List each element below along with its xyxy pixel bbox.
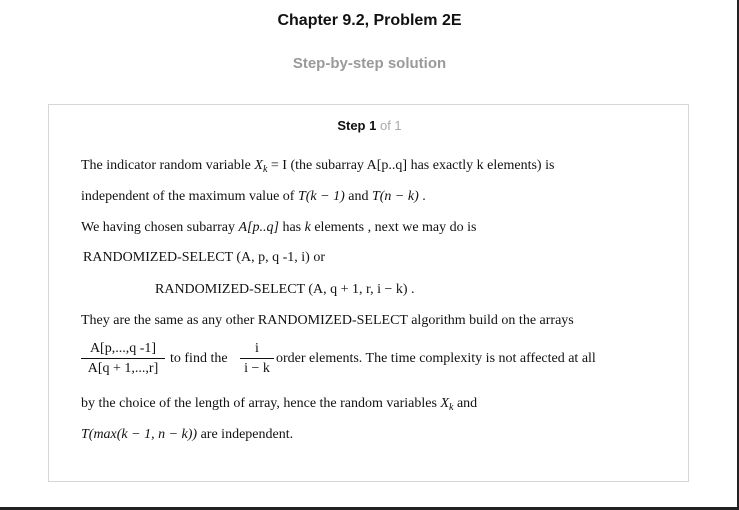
math-var: X — [254, 158, 263, 173]
line-1 — [81, 158, 554, 178]
subscript: k — [262, 164, 268, 175]
text: and — [344, 189, 372, 204]
line-2 — [81, 189, 426, 205]
solution-subtitle: Step-by-step solution — [292, 55, 447, 72]
text: has — [278, 220, 305, 235]
text: elements , next we may do is — [310, 220, 477, 235]
fraction-numerator: A[p,...,q -1] — [81, 341, 165, 359]
text: independent of the maximum value of — [81, 189, 298, 204]
fraction-arrays — [81, 341, 165, 377]
line-6: They are the same as any other RANDOMIZED-SELECT algorithm build on the arrays — [81, 313, 574, 328]
text: . — [418, 189, 426, 204]
fraction-denominator: A[q + 1,...,r] — [87, 361, 159, 376]
text: by the choice of the length of array, hence the random variables — [81, 396, 441, 411]
step-count: of 1 — [379, 118, 402, 133]
line-5: RANDOMIZED-SELECT (A, q + 1, r, i − k) . — [155, 282, 415, 297]
line-3 — [81, 220, 476, 236]
step-label: Step 1 — [337, 118, 377, 133]
math-expr: T(k − 1) — [297, 189, 345, 204]
subscript: k — [449, 402, 454, 413]
line-8 — [81, 396, 477, 416]
math-expr: A[p..q] — [238, 220, 279, 235]
math-expr: T(max(k − 1, n − k)) — [81, 427, 198, 442]
text: and — [453, 396, 478, 411]
math-var: X — [440, 396, 450, 411]
math-var: k — [304, 220, 311, 235]
page-title: Chapter 9.2, Problem 2E — [277, 12, 462, 29]
text: = I (the subarray A[p..q] has exactly k elements) — [267, 158, 546, 173]
line-7a: to find the — [170, 351, 228, 366]
fraction-order — [240, 341, 274, 377]
text: is — [545, 158, 555, 173]
line-4: RANDOMIZED-SELECT (A, p, q -1, i) or — [83, 250, 325, 265]
step-indicator — [0, 118, 739, 133]
line-9 — [81, 427, 293, 443]
math-expr: T(n − k) — [371, 189, 419, 204]
fraction-numerator: i — [240, 341, 274, 359]
text: We having chosen subarray — [81, 220, 239, 235]
text: The indicator random variable — [81, 158, 255, 173]
line-7b: order elements. The time complexity is not affected at all — [276, 351, 596, 366]
fraction-denominator: i − k — [244, 361, 270, 376]
text: are independent. — [197, 427, 294, 442]
